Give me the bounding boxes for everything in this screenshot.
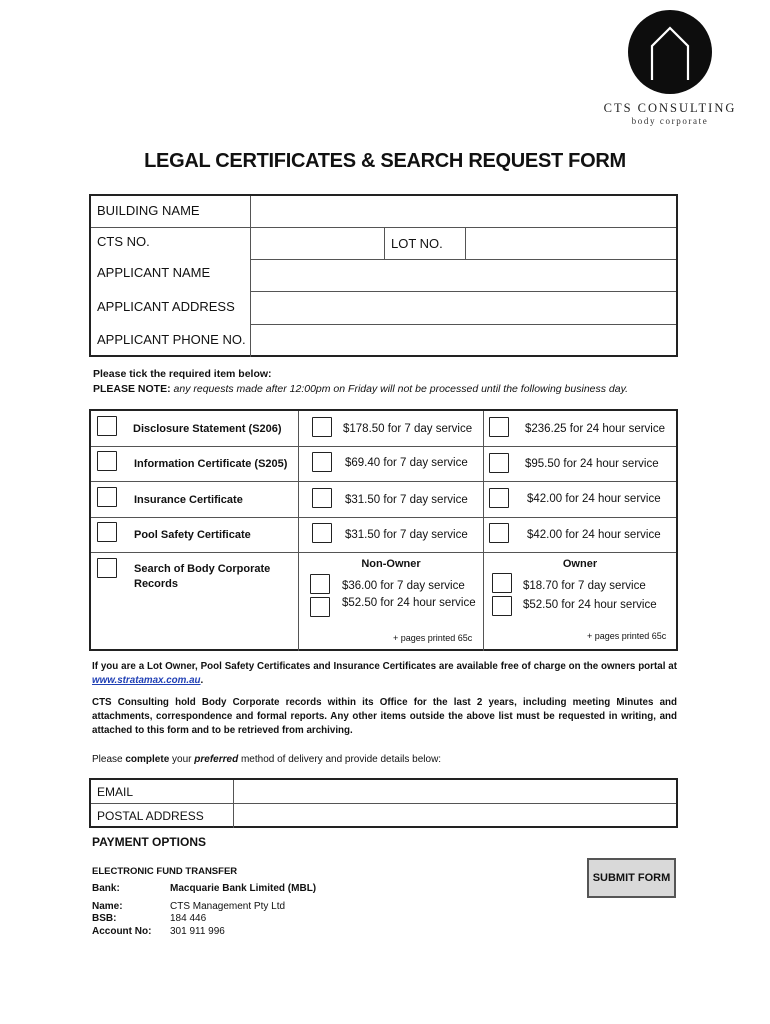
delivery-text-2: your <box>169 754 195 765</box>
disclosure-statement-checkbox[interactable] <box>97 416 117 436</box>
service-name-information: Information Certificate (S205) <box>134 458 288 470</box>
information-7day-checkbox[interactable] <box>312 452 332 472</box>
delivery-preferred: preferred <box>194 754 239 765</box>
information-certificate-checkbox[interactable] <box>97 451 117 471</box>
information-7day-price: $69.40 for 7 day service <box>345 457 468 469</box>
account-number-label: Account No: <box>92 926 152 937</box>
non-owner-24hour-checkbox[interactable] <box>310 597 330 617</box>
non-owner-pages-note: + pages printed 65c <box>393 633 473 643</box>
pool-safety-7day-price: $31.50 for 7 day service <box>345 529 468 541</box>
email-label: EMAIL <box>97 785 134 799</box>
delivery-instruction <box>92 754 441 765</box>
insurance-7day-checkbox[interactable] <box>312 488 332 508</box>
applicant-name-field[interactable] <box>251 260 676 291</box>
information-24hour-price: $95.50 for 24 hour service <box>525 458 659 470</box>
disclosure-7day-price: $178.50 for 7 day service <box>343 423 473 435</box>
owner-portal-paragraph <box>92 660 677 688</box>
records-name-line1: Search of Body Corporate <box>134 563 271 575</box>
pool-safety-certificate-checkbox[interactable] <box>97 522 117 542</box>
applicant-name-label: APPLICANT NAME <box>97 265 211 280</box>
owner-24hour-price: $52.50 for 24 hour service <box>523 599 657 611</box>
insurance-24hour-price: $42.00 for 24 hour service <box>527 493 661 505</box>
payment-options-title: PAYMENT OPTIONS <box>92 835 207 849</box>
pool-safety-24hour-price: $42.00 for 24 hour service <box>527 529 661 541</box>
building-name-label: BUILDING NAME <box>97 203 200 218</box>
information-24hour-checkbox[interactable] <box>489 453 509 473</box>
please-note-text: any requests made after 12:00pm on Friday will not be processed until the following business day. <box>170 383 628 395</box>
email-field[interactable] <box>234 780 676 803</box>
disclosure-24hour-checkbox[interactable] <box>489 417 509 437</box>
please-note-label: PLEASE NOTE: <box>93 383 171 395</box>
lot-no-field[interactable] <box>466 228 676 259</box>
lot-no-label: LOT NO. <box>391 236 443 251</box>
cts-no-field[interactable] <box>251 228 384 259</box>
owner-7day-checkbox[interactable] <box>492 573 512 593</box>
applicant-address-field[interactable] <box>251 292 676 324</box>
pool-safety-24hour-checkbox[interactable] <box>489 523 509 543</box>
logo-name: CTS CONSULTING <box>603 101 737 115</box>
disclosure-24hour-price: $236.25 for 24 hour service <box>525 423 666 435</box>
delivery-text-1: Please <box>92 754 126 765</box>
owner-portal-text: If you are a Lot Owner, Pool Safety Certificates and Insurance Certificates are available free of charge on the owners portal at <box>92 661 677 672</box>
account-number-value: 301 911 996 <box>170 926 225 937</box>
owner-portal-end: . <box>200 675 204 686</box>
logo-subtitle: body corporate <box>631 116 709 126</box>
logo-mark <box>628 10 712 94</box>
applicant-phone-label: APPLICANT PHONE NO. <box>97 332 246 347</box>
delivery-table <box>89 778 678 828</box>
account-name-value: CTS Management Pty Ltd <box>170 901 286 912</box>
records-name-line2: Records <box>134 578 179 590</box>
services-table <box>89 409 678 651</box>
owner-pages-note: + pages printed 65c <box>587 631 667 641</box>
tick-instruction: Please tick the required item below: <box>93 368 272 380</box>
applicant-address-label: APPLICANT ADDRESS <box>97 299 235 314</box>
insurance-24hour-checkbox[interactable] <box>489 488 509 508</box>
bank-label: Bank: <box>92 883 120 894</box>
disclosure-7day-checkbox[interactable] <box>312 417 332 437</box>
delivery-text-3: method of delivery and provide details below: <box>238 754 442 765</box>
body-corporate-records-checkbox[interactable] <box>97 558 117 578</box>
bank-value: Macquarie Bank Limited (MBL) <box>170 883 317 894</box>
building-name-field[interactable] <box>251 196 676 227</box>
owner-7day-price: $18.70 for 7 day service <box>523 580 646 592</box>
non-owner-7day-checkbox[interactable] <box>310 574 330 594</box>
stratamax-link[interactable]: www.stratamax.com.au <box>92 675 201 686</box>
applicant-details-table <box>89 194 678 357</box>
submit-form-button[interactable]: SUBMIT FORM <box>587 858 676 898</box>
postal-address-field[interactable] <box>234 804 676 828</box>
non-owner-heading: Non-Owner <box>361 558 421 570</box>
insurance-certificate-checkbox[interactable] <box>97 487 117 507</box>
bsb-value: 184 446 <box>170 913 207 924</box>
pool-safety-7day-checkbox[interactable] <box>312 523 332 543</box>
service-name-pool-safety: Pool Safety Certificate <box>134 529 251 541</box>
records-paragraph: CTS Consulting hold Body Corporate records within its Office for the last 2 years, including meeting Minutes and attachments, correspondence and formal reports. Any other items outside the above list must be requested in writing, and attached to this form and to be retrieved from archiving. <box>92 697 677 736</box>
non-owner-24hour-price: $52.50 for 24 hour service <box>342 597 476 609</box>
eft-title: ELECTRONIC FUND TRANSFER <box>92 866 238 877</box>
owner-heading: Owner <box>562 558 598 570</box>
service-name-insurance: Insurance Certificate <box>134 494 243 506</box>
owner-24hour-checkbox[interactable] <box>492 596 512 616</box>
service-name-disclosure: Disclosure Statement (S206) <box>133 423 282 435</box>
please-note <box>93 383 628 395</box>
bsb-label: BSB: <box>92 913 117 924</box>
form-title: LEGAL CERTIFICATES & SEARCH REQUEST FORM <box>144 150 626 172</box>
delivery-complete: complete <box>125 754 170 765</box>
insurance-7day-price: $31.50 for 7 day service <box>345 494 468 506</box>
applicant-phone-field[interactable] <box>251 325 676 357</box>
non-owner-7day-price: $36.00 for 7 day service <box>342 580 465 592</box>
house-icon <box>628 10 712 94</box>
cts-no-label: CTS NO. <box>97 234 150 249</box>
postal-address-label: POSTAL ADDRESS <box>97 809 204 823</box>
account-name-label: Name: <box>92 901 123 912</box>
